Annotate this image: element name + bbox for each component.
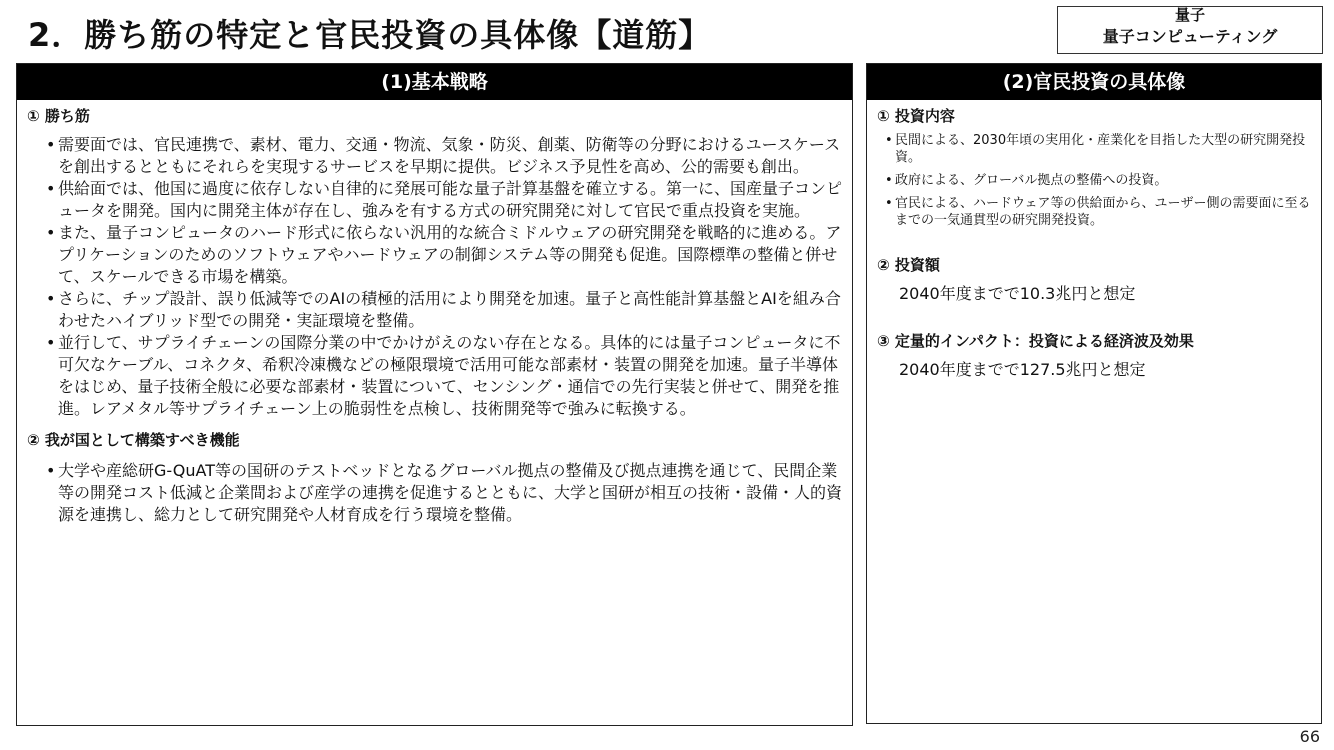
category-tag-box — [1057, 6, 1323, 54]
basic-strategy-heading: (1)基本戦略 — [17, 64, 852, 100]
page-title: 2．勝ち筋の特定と官民投資の具体像【道筋】 — [28, 16, 712, 54]
investment-content-heading: ① 投資内容 — [877, 107, 955, 125]
winning-strategy-heading: ① 勝ち筋 — [27, 107, 90, 125]
category-tag-line1: 量子 — [1174, 6, 1205, 24]
basic-strategy-body — [17, 100, 852, 526]
list-item: • さらに、チップ設計、誤り低減等でのAIの積極的活用により開発を加速。量子と高性能計算基盤とAIを組み合わせたハイブリッド型での開発・実証環境を整備。 — [27, 288, 844, 332]
investment-amount-heading: ② 投資額 — [877, 256, 940, 274]
national-functions-list — [27, 460, 844, 526]
economic-impact-value: 2040年度までで127.5兆円と想定 — [899, 360, 1146, 379]
investment-heading: (2)官民投資の具体像 — [867, 64, 1321, 100]
winning-strategy-list — [27, 134, 844, 420]
category-tag-line2: 量子コンピューティング — [1102, 27, 1278, 46]
investment-panel — [866, 63, 1322, 724]
basic-strategy-panel — [16, 63, 853, 726]
list-item: • 供給面では、他国に過度に依存しない自律的に発展可能な量子計算基盤を確立する。第一に、国産量子コンピュータを開発。国内に開発主体が存在し、強みを有する方式の研究開発に対して官民で重点投資を実施。 — [27, 178, 844, 222]
list-item: • 並行して、サプライチェーンの国際分業の中でかけがえのない存在となる。具体的には量子コンピュータに不可欠なケーブル、コネクタ、希釈冷凍機などの極限環境で活用可能な部素材・装置の開発を加速。量子半導体をはじめ、量子技術全般に必要な部素材・装置について、センシング・通信での先行実装と併せて、開発を推進。レアメタル等サプライチェーン上の脆弱性を点検し、技術開発等で強みに転換する。 — [27, 332, 844, 420]
economic-impact-heading: ③ 定量的インパクト：投資による経済波及効果 — [877, 332, 1194, 350]
list-item: • 需要面では、官民連携で、素材、電力、交通・物流、気象・防災、創薬、防衛等の分野におけるユースケースを創出するとともにそれらを実現するサービスを早期に提供。ビジネス予見性を高め、公的需要も創出。 — [27, 134, 844, 178]
investment-body — [867, 100, 1321, 381]
list-item: • 民間による、2030年頃の実用化・産業化を目指した大型の研究開発投資。 — [877, 132, 1313, 166]
investment-content-list — [877, 132, 1313, 229]
list-item: • 官民による、ハードウェア等の供給面から、ユーザー側の需要面に至るまでの一気通貫型の研究開発投資。 — [877, 195, 1313, 229]
national-functions-heading: ② 我が国として構築すべき機能 — [27, 431, 240, 449]
list-item: • 政府による、グローバル拠点の整備への投資。 — [877, 172, 1313, 189]
list-item: • 大学や産総研G-QuAT等の国研のテストベッドとなるグローバル拠点の整備及び拠点連携を通じて、民間企業等の開発コスト低減と企業間および産学の連携を促進するとともに、大学と国研が相互の技術・設備・人的資源を連携し、総力として研究開発や人材育成を行う環境を整備。 — [27, 460, 844, 526]
investment-amount-value: 2040年度までで10.3兆円と想定 — [899, 284, 1136, 303]
list-item: • また、量子コンピュータのハード形式に依らない汎用的な統合ミドルウェアの研究開発を戦略的に進める。アプリケーションのためのソフトウェアやハードウェアの制御システム等の開発も促進。国際標準の整備と併せて、スケールできる市場を構築。 — [27, 222, 844, 288]
page-number: 66 — [1299, 727, 1320, 746]
